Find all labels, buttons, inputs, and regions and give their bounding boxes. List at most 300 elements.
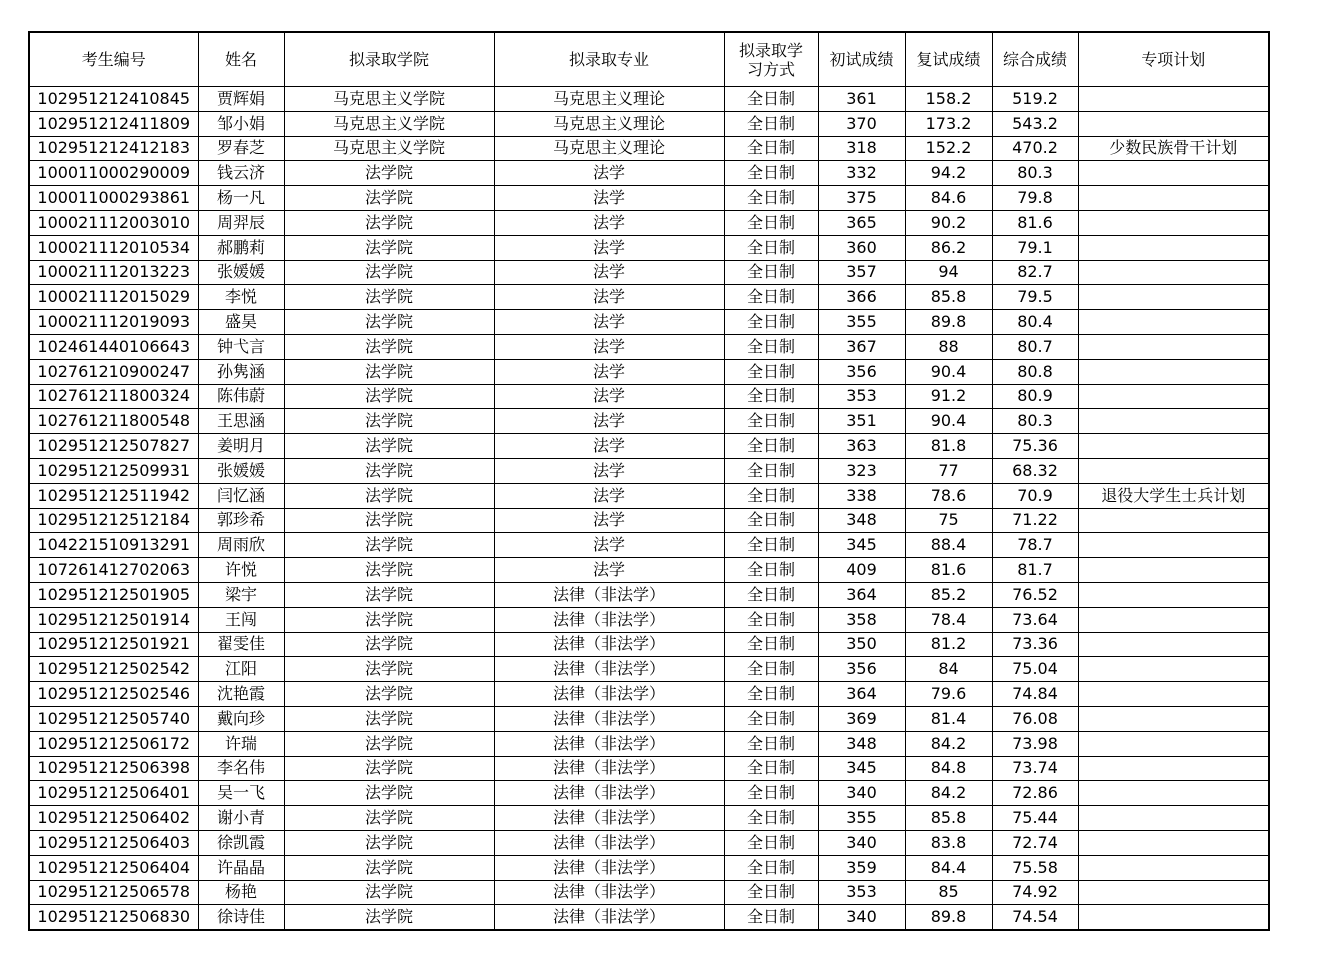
cell-exam-id: 102951212501921 [29,632,198,657]
table-row [29,359,1269,384]
cell-name: 杨艳 [198,880,284,905]
cell-major: 马克思主义理论 [494,87,724,112]
cell-name: 郝鹏莉 [198,235,284,260]
cell-initial-score: 340 [818,905,905,930]
cell-major: 法律（非法学） [494,855,724,880]
cell-major: 法学 [494,161,724,186]
table-row [29,533,1269,558]
cell-college: 法学院 [284,508,494,533]
cell-initial-score: 350 [818,632,905,657]
cell-study-mode: 全日制 [724,483,818,508]
cell-total-score: 75.04 [992,657,1078,682]
cell-major: 法律（非法学） [494,682,724,707]
table-row [29,310,1269,335]
cell-exam-id: 102951212506172 [29,731,198,756]
cell-exam-id: 102761211800324 [29,384,198,409]
cell-college: 法学院 [284,483,494,508]
cell-retest-score: 173.2 [905,111,992,136]
cell-special-plan [1078,657,1269,682]
cell-study-mode: 全日制 [724,508,818,533]
cell-retest-score: 78.4 [905,607,992,632]
cell-major: 法学 [494,384,724,409]
cell-study-mode: 全日制 [724,359,818,384]
cell-exam-id: 100011000290009 [29,161,198,186]
cell-major: 法律（非法学） [494,607,724,632]
cell-initial-score: 357 [818,260,905,285]
cell-exam-id: 104221510913291 [29,533,198,558]
cell-college: 法学院 [284,582,494,607]
cell-initial-score: 358 [818,607,905,632]
table-row [29,409,1269,434]
cell-total-score: 81.7 [992,558,1078,583]
cell-study-mode: 全日制 [724,384,818,409]
cell-total-score: 76.52 [992,582,1078,607]
table-body [29,87,1269,931]
cell-special-plan [1078,235,1269,260]
cell-college: 法学院 [284,260,494,285]
cell-study-mode: 全日制 [724,533,818,558]
cell-retest-score: 90.4 [905,409,992,434]
cell-special-plan [1078,781,1269,806]
cell-study-mode: 全日制 [724,260,818,285]
cell-total-score: 81.6 [992,210,1078,235]
cell-name: 徐凯霞 [198,830,284,855]
cell-study-mode: 全日制 [724,806,818,831]
cell-major: 法律（非法学） [494,632,724,657]
cell-initial-score: 351 [818,409,905,434]
cell-special-plan [1078,508,1269,533]
table-row [29,508,1269,533]
cell-special-plan [1078,582,1269,607]
cell-major: 法学 [494,310,724,335]
cell-initial-score: 356 [818,657,905,682]
cell-retest-score: 89.8 [905,310,992,335]
cell-retest-score: 84.6 [905,186,992,211]
cell-college: 法学院 [284,310,494,335]
table-row [29,830,1269,855]
cell-study-mode: 全日制 [724,186,818,211]
cell-retest-score: 152.2 [905,136,992,161]
cell-college: 法学院 [284,657,494,682]
cell-initial-score: 323 [818,458,905,483]
header-retest-score: 复试成绩 [905,32,992,87]
cell-major: 法学 [494,533,724,558]
cell-major: 法学 [494,334,724,359]
cell-retest-score: 94.2 [905,161,992,186]
cell-college: 法学院 [284,558,494,583]
cell-study-mode: 全日制 [724,87,818,112]
cell-college: 法学院 [284,533,494,558]
cell-total-score: 80.8 [992,359,1078,384]
cell-name: 姜明月 [198,434,284,459]
cell-initial-score: 348 [818,731,905,756]
cell-major: 法律（非法学） [494,905,724,930]
table-row [29,285,1269,310]
table-row [29,186,1269,211]
cell-college: 法学院 [284,334,494,359]
table-row [29,682,1269,707]
cell-special-plan [1078,830,1269,855]
cell-retest-score: 85 [905,880,992,905]
cell-major: 马克思主义理论 [494,111,724,136]
cell-total-score: 80.9 [992,384,1078,409]
table-row [29,235,1269,260]
cell-exam-id: 102951212506578 [29,880,198,905]
cell-college: 法学院 [284,161,494,186]
cell-special-plan [1078,607,1269,632]
cell-special-plan [1078,905,1269,930]
cell-name: 戴向珍 [198,706,284,731]
cell-initial-score: 361 [818,87,905,112]
cell-retest-score: 85.2 [905,582,992,607]
cell-total-score: 75.36 [992,434,1078,459]
cell-name: 周雨欣 [198,533,284,558]
cell-special-plan [1078,111,1269,136]
cell-college: 法学院 [284,210,494,235]
cell-name: 张媛媛 [198,458,284,483]
header-special-plan: 专项计划 [1078,32,1269,87]
header-exam-id: 考生编号 [29,32,198,87]
cell-initial-score: 363 [818,434,905,459]
cell-special-plan [1078,285,1269,310]
table-row [29,210,1269,235]
table-row [29,458,1269,483]
cell-major: 法律（非法学） [494,830,724,855]
cell-total-score: 74.54 [992,905,1078,930]
cell-college: 法学院 [284,682,494,707]
cell-retest-score: 91.2 [905,384,992,409]
cell-college: 法学院 [284,706,494,731]
cell-major: 法学 [494,235,724,260]
cell-total-score: 72.74 [992,830,1078,855]
cell-total-score: 73.64 [992,607,1078,632]
cell-exam-id: 102951212411809 [29,111,198,136]
cell-special-plan: 退役大学生士兵计划 [1078,483,1269,508]
cell-retest-score: 86.2 [905,235,992,260]
cell-total-score: 72.86 [992,781,1078,806]
cell-study-mode: 全日制 [724,235,818,260]
table-row [29,434,1269,459]
cell-study-mode: 全日制 [724,830,818,855]
cell-college: 法学院 [284,235,494,260]
cell-college: 法学院 [284,855,494,880]
cell-name: 李名伟 [198,756,284,781]
cell-college: 法学院 [284,632,494,657]
cell-retest-score: 77 [905,458,992,483]
cell-college: 法学院 [284,731,494,756]
cell-exam-id: 102951212501914 [29,607,198,632]
cell-name: 徐诗佳 [198,905,284,930]
cell-total-score: 80.3 [992,161,1078,186]
cell-name: 杨一凡 [198,186,284,211]
cell-total-score: 75.58 [992,855,1078,880]
table-row [29,756,1269,781]
cell-initial-score: 345 [818,756,905,781]
cell-total-score: 74.84 [992,682,1078,707]
cell-name: 郭珍希 [198,508,284,533]
cell-retest-score: 84.2 [905,731,992,756]
cell-initial-score: 348 [818,508,905,533]
cell-exam-id: 102951212506830 [29,905,198,930]
cell-total-score: 82.7 [992,260,1078,285]
cell-total-score: 79.8 [992,186,1078,211]
header-college: 拟录取学院 [284,32,494,87]
cell-total-score: 71.22 [992,508,1078,533]
cell-special-plan [1078,558,1269,583]
cell-retest-score: 78.6 [905,483,992,508]
cell-initial-score: 375 [818,186,905,211]
cell-special-plan [1078,855,1269,880]
table-row [29,632,1269,657]
cell-special-plan [1078,409,1269,434]
cell-study-mode: 全日制 [724,111,818,136]
cell-total-score: 76.08 [992,706,1078,731]
cell-major: 法律（非法学） [494,657,724,682]
cell-total-score: 73.74 [992,756,1078,781]
cell-retest-score: 94 [905,260,992,285]
cell-major: 法律（非法学） [494,756,724,781]
table-row [29,260,1269,285]
cell-special-plan [1078,706,1269,731]
cell-college: 法学院 [284,384,494,409]
cell-major: 法学 [494,285,724,310]
table-row [29,483,1269,508]
cell-total-score: 470.2 [992,136,1078,161]
table-row [29,880,1269,905]
cell-special-plan [1078,260,1269,285]
cell-initial-score: 340 [818,781,905,806]
cell-major: 法学 [494,260,724,285]
cell-initial-score: 318 [818,136,905,161]
table-row [29,905,1269,930]
cell-major: 法学 [494,434,724,459]
cell-college: 法学院 [284,186,494,211]
cell-retest-score: 79.6 [905,682,992,707]
cell-special-plan [1078,87,1269,112]
cell-special-plan [1078,632,1269,657]
cell-exam-id: 102951212506404 [29,855,198,880]
cell-study-mode: 全日制 [724,458,818,483]
table-row [29,806,1269,831]
cell-exam-id: 102951212506401 [29,781,198,806]
cell-retest-score: 158.2 [905,87,992,112]
cell-special-plan [1078,731,1269,756]
cell-college: 马克思主义学院 [284,87,494,112]
cell-retest-score: 89.8 [905,905,992,930]
cell-name: 周羿辰 [198,210,284,235]
cell-college: 马克思主义学院 [284,136,494,161]
cell-major: 法律（非法学） [494,731,724,756]
cell-name: 贾辉娟 [198,87,284,112]
cell-total-score: 75.44 [992,806,1078,831]
cell-retest-score: 81.2 [905,632,992,657]
cell-total-score: 80.7 [992,334,1078,359]
table-row [29,136,1269,161]
cell-special-plan [1078,186,1269,211]
cell-name: 吴一飞 [198,781,284,806]
cell-special-plan [1078,434,1269,459]
cell-total-score: 74.92 [992,880,1078,905]
cell-retest-score: 84.4 [905,855,992,880]
cell-special-plan [1078,359,1269,384]
cell-college: 法学院 [284,756,494,781]
cell-exam-id: 102951212506403 [29,830,198,855]
table-row [29,781,1269,806]
cell-exam-id: 100011000293861 [29,186,198,211]
cell-initial-score: 364 [818,682,905,707]
header-total-score: 综合成绩 [992,32,1078,87]
cell-name: 梁宇 [198,582,284,607]
cell-total-score: 68.32 [992,458,1078,483]
cell-total-score: 79.1 [992,235,1078,260]
cell-major: 法学 [494,210,724,235]
table-row [29,161,1269,186]
cell-initial-score: 367 [818,334,905,359]
cell-special-plan [1078,806,1269,831]
cell-exam-id: 102951212412183 [29,136,198,161]
table-row [29,87,1269,112]
cell-exam-id: 107261412702063 [29,558,198,583]
cell-retest-score: 81.8 [905,434,992,459]
cell-exam-id: 102461440106643 [29,334,198,359]
cell-initial-score: 359 [818,855,905,880]
cell-initial-score: 332 [818,161,905,186]
cell-name: 王思涵 [198,409,284,434]
cell-exam-id: 102951212507827 [29,434,198,459]
cell-exam-id: 102951212506402 [29,806,198,831]
cell-college: 法学院 [284,905,494,930]
cell-exam-id: 102761211800548 [29,409,198,434]
cell-name: 罗春芝 [198,136,284,161]
cell-retest-score: 88 [905,334,992,359]
cell-name: 李悦 [198,285,284,310]
cell-exam-id: 102761210900247 [29,359,198,384]
cell-exam-id: 100021112015029 [29,285,198,310]
cell-exam-id: 102951212502542 [29,657,198,682]
cell-total-score: 80.3 [992,409,1078,434]
cell-initial-score: 340 [818,830,905,855]
cell-exam-id: 102951212512184 [29,508,198,533]
cell-name: 盛昊 [198,310,284,335]
table-row [29,334,1269,359]
cell-total-score: 78.7 [992,533,1078,558]
cell-special-plan [1078,880,1269,905]
cell-major: 法律（非法学） [494,706,724,731]
cell-special-plan [1078,384,1269,409]
cell-total-score: 73.36 [992,632,1078,657]
cell-college: 法学院 [284,781,494,806]
cell-major: 法律（非法学） [494,880,724,905]
cell-name: 陈伟蔚 [198,384,284,409]
table-row [29,731,1269,756]
admission-table [28,31,1270,931]
cell-exam-id: 100021112010534 [29,235,198,260]
table-header-row [29,32,1269,87]
cell-study-mode: 全日制 [724,756,818,781]
cell-study-mode: 全日制 [724,607,818,632]
cell-study-mode: 全日制 [724,855,818,880]
cell-study-mode: 全日制 [724,210,818,235]
cell-name: 沈艳霞 [198,682,284,707]
cell-major: 法学 [494,558,724,583]
cell-study-mode: 全日制 [724,161,818,186]
header-study-mode: 拟录取学 习方式 [724,32,818,87]
cell-name: 钱云济 [198,161,284,186]
cell-study-mode: 全日制 [724,905,818,930]
cell-initial-score: 365 [818,210,905,235]
cell-name: 孙隽涵 [198,359,284,384]
cell-special-plan [1078,533,1269,558]
cell-college: 法学院 [284,285,494,310]
table-row [29,582,1269,607]
cell-initial-score: 366 [818,285,905,310]
cell-study-mode: 全日制 [724,334,818,359]
cell-retest-score: 84.8 [905,756,992,781]
cell-study-mode: 全日制 [724,682,818,707]
cell-name: 许瑞 [198,731,284,756]
cell-total-score: 73.98 [992,731,1078,756]
cell-special-plan [1078,458,1269,483]
table-row [29,384,1269,409]
cell-exam-id: 100021112003010 [29,210,198,235]
cell-exam-id: 100021112013223 [29,260,198,285]
table-row [29,657,1269,682]
cell-study-mode: 全日制 [724,434,818,459]
cell-major: 法学 [494,508,724,533]
cell-total-score: 79.5 [992,285,1078,310]
table-row [29,111,1269,136]
cell-major: 法学 [494,186,724,211]
cell-retest-score: 88.4 [905,533,992,558]
header-initial-score: 初试成绩 [818,32,905,87]
cell-study-mode: 全日制 [724,781,818,806]
cell-initial-score: 355 [818,806,905,831]
cell-retest-score: 84 [905,657,992,682]
cell-study-mode: 全日制 [724,285,818,310]
cell-name: 钟弋言 [198,334,284,359]
cell-initial-score: 364 [818,582,905,607]
cell-exam-id: 102951212505740 [29,706,198,731]
cell-initial-score: 369 [818,706,905,731]
cell-major: 法学 [494,483,724,508]
header-major: 拟录取专业 [494,32,724,87]
cell-special-plan [1078,756,1269,781]
cell-retest-score: 83.8 [905,830,992,855]
cell-retest-score: 81.6 [905,558,992,583]
cell-exam-id: 100021112019093 [29,310,198,335]
cell-study-mode: 全日制 [724,582,818,607]
cell-exam-id: 102951212511942 [29,483,198,508]
cell-special-plan [1078,310,1269,335]
cell-college: 法学院 [284,607,494,632]
cell-major: 法学 [494,359,724,384]
cell-initial-score: 356 [818,359,905,384]
cell-initial-score: 360 [818,235,905,260]
cell-study-mode: 全日制 [724,706,818,731]
cell-total-score: 80.4 [992,310,1078,335]
cell-name: 邹小娟 [198,111,284,136]
cell-total-score: 519.2 [992,87,1078,112]
cell-initial-score: 353 [818,384,905,409]
cell-study-mode: 全日制 [724,657,818,682]
cell-retest-score: 81.4 [905,706,992,731]
cell-retest-score: 85.8 [905,285,992,310]
cell-initial-score: 370 [818,111,905,136]
cell-exam-id: 102951212501905 [29,582,198,607]
cell-study-mode: 全日制 [724,880,818,905]
cell-college: 马克思主义学院 [284,111,494,136]
cell-name: 谢小青 [198,806,284,831]
